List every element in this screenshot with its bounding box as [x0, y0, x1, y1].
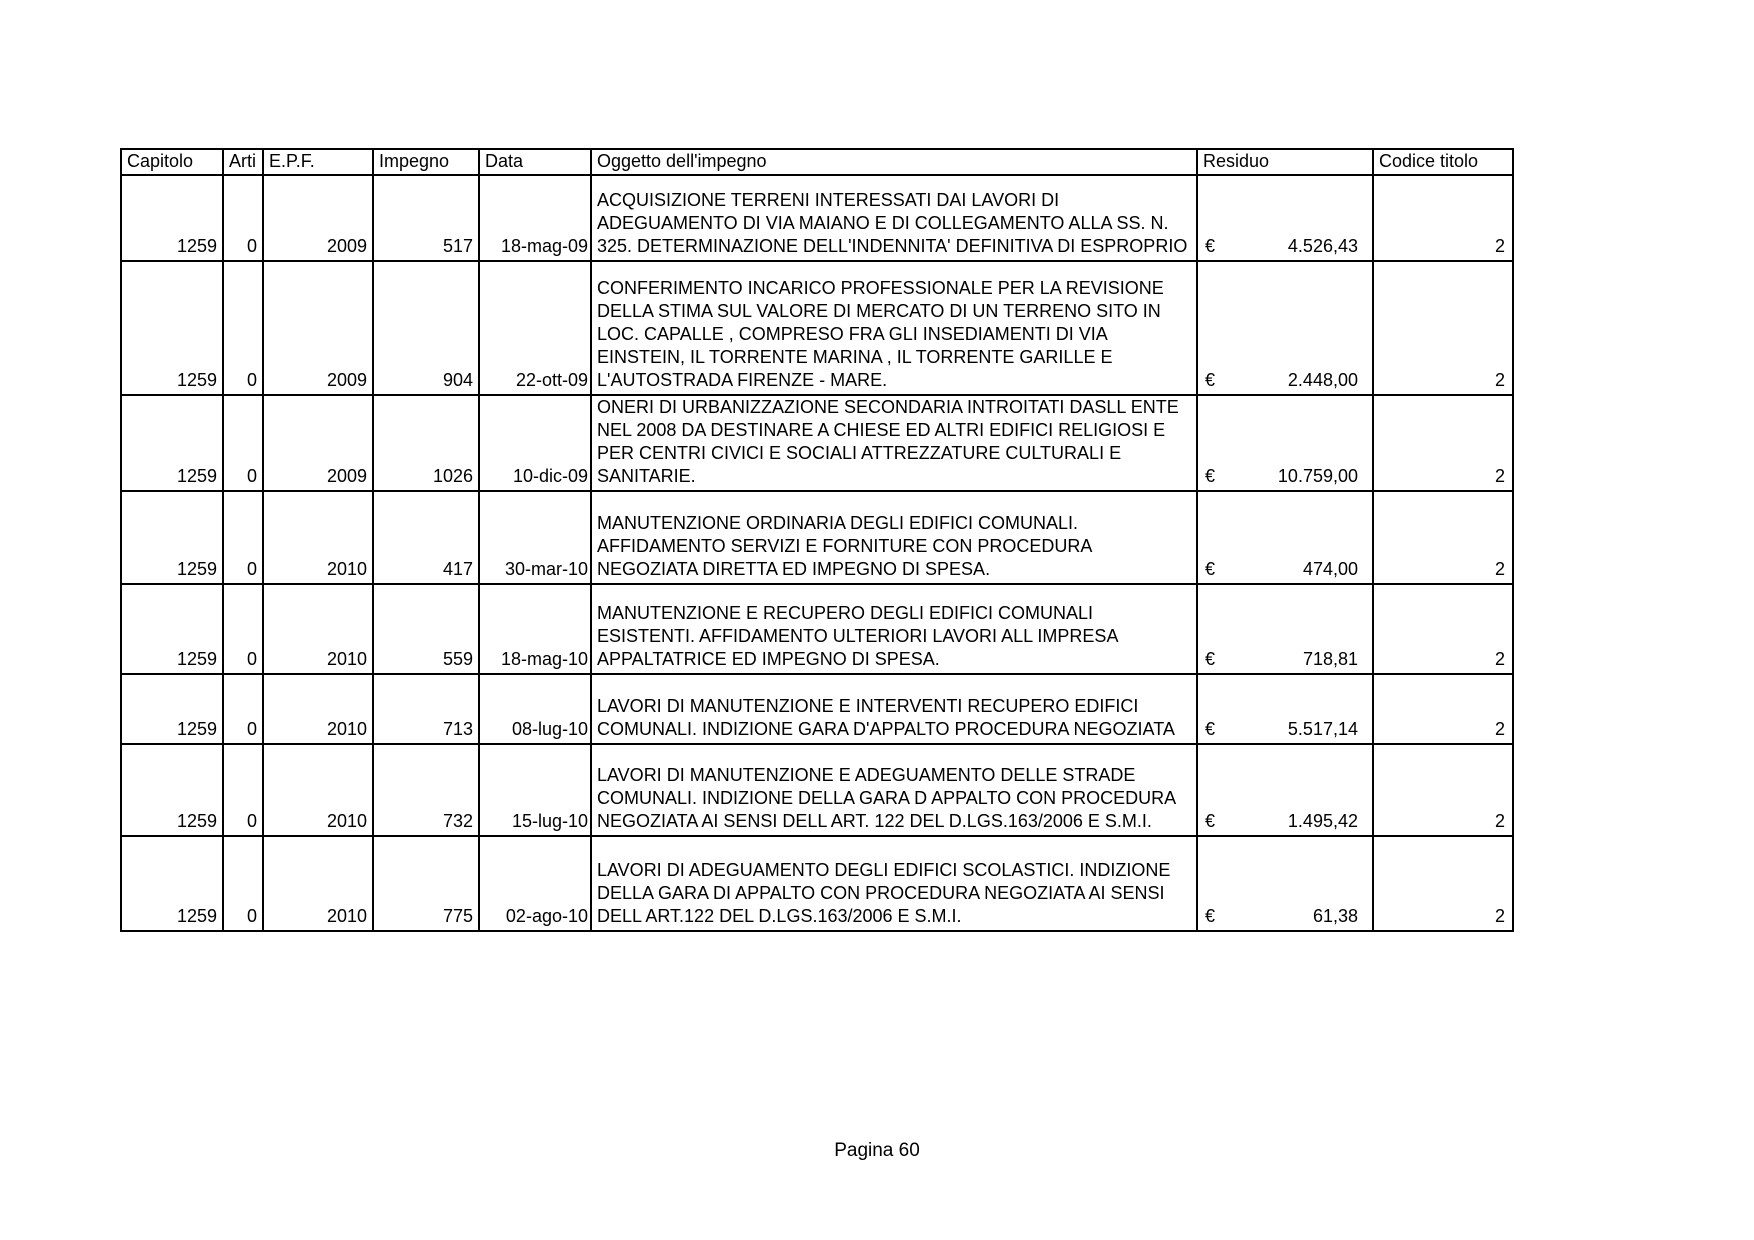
cell-capitolo: 1259	[121, 261, 223, 395]
cell-capitolo: 1259	[121, 395, 223, 491]
cell-articolo: 0	[223, 491, 263, 584]
residuo-amount: 718,81	[1302, 649, 1358, 669]
table-row	[121, 584, 1513, 674]
cell-residuo	[1197, 836, 1373, 931]
cell-epf: 2010	[263, 584, 373, 674]
cell-capitolo: 1259	[121, 584, 223, 674]
residuo-amount: 474,00	[1302, 559, 1358, 579]
residuo-amount: 2.448,00	[1287, 370, 1358, 390]
header-data: Data	[479, 149, 591, 175]
residuo-amount: 1.495,42	[1287, 811, 1358, 831]
cell-data: 18-mag-09	[479, 175, 591, 261]
header-epf: E.P.F.	[263, 149, 373, 175]
cell-capitolo: 1259	[121, 175, 223, 261]
cell-articolo: 0	[223, 674, 263, 744]
currency-symbol: €	[1205, 649, 1216, 669]
currency-symbol: €	[1205, 906, 1216, 926]
cell-data: 10-dic-09	[479, 395, 591, 491]
cell-residuo	[1197, 175, 1373, 261]
cell-data: 02-ago-10	[479, 836, 591, 931]
cell-data: 22-ott-09	[479, 261, 591, 395]
cell-oggetto: MANUTENZIONE E RECUPERO DEGLI EDIFICI COMUNALI ESISTENTI. AFFIDAMENTO ULTERIORI LAVORI ALL IMPRESA APPALTATRICE ED IMPEGNO DI SPESA.	[591, 584, 1197, 674]
cell-capitolo: 1259	[121, 744, 223, 836]
cell-data: 08-lug-10	[479, 674, 591, 744]
header-capitolo: Capitolo	[121, 149, 223, 175]
table-row	[121, 395, 1513, 491]
cell-impegno: 517	[373, 175, 479, 261]
cell-impegno: 904	[373, 261, 479, 395]
cell-residuo	[1197, 584, 1373, 674]
cell-oggetto: LAVORI DI MANUTENZIONE E ADEGUAMENTO DELLE STRADE COMUNALI. INDIZIONE DELLA GARA D APPALTO CON PROCEDURA NEGOZIATA AI SENSI DELL ART. 122 DEL D.LGS.163/2006 E S.M.I.	[591, 744, 1197, 836]
cell-epf: 2010	[263, 836, 373, 931]
cell-impegno: 713	[373, 674, 479, 744]
cell-epf: 2010	[263, 674, 373, 744]
cell-impegno: 775	[373, 836, 479, 931]
cell-residuo	[1197, 491, 1373, 584]
cell-epf: 2009	[263, 261, 373, 395]
cell-impegno: 417	[373, 491, 479, 584]
header-codice-titolo: Codice titolo	[1373, 149, 1513, 175]
cell-codice-titolo: 2	[1373, 744, 1513, 836]
cell-oggetto: ONERI DI URBANIZZAZIONE SECONDARIA INTROITATI DASLL ENTE NEL 2008 DA DESTINARE A CHIESE ED ALTRI EDIFICI RELIGIOSI E PER CENTRI CIVICI E SOCIALI ATTREZZATURE CULTURALI E SANITARIE.	[591, 395, 1197, 491]
cell-oggetto: LAVORI DI MANUTENZIONE E INTERVENTI RECUPERO EDIFICI COMUNALI. INDIZIONE GARA D'APPALTO PROCEDURA NEGOZIATA	[591, 674, 1197, 744]
cell-articolo: 0	[223, 584, 263, 674]
cell-capitolo: 1259	[121, 491, 223, 584]
cell-data: 15-lug-10	[479, 744, 591, 836]
residuo-amount: 61,38	[1312, 906, 1358, 926]
table-row	[121, 744, 1513, 836]
cell-articolo: 0	[223, 261, 263, 395]
table-row	[121, 175, 1513, 261]
cell-codice-titolo: 2	[1373, 584, 1513, 674]
currency-symbol: €	[1205, 236, 1216, 256]
cell-residuo	[1197, 744, 1373, 836]
cell-epf: 2009	[263, 395, 373, 491]
cell-codice-titolo: 2	[1373, 836, 1513, 931]
table-row	[121, 491, 1513, 584]
currency-symbol: €	[1205, 559, 1216, 579]
currency-symbol: €	[1205, 719, 1216, 739]
cell-oggetto: ACQUISIZIONE TERRENI INTERESSATI DAI LAVORI DI ADEGUAMENTO DI VIA MAIANO E DI COLLEGAMENTO ALLA SS. N. 325. DETERMINAZIONE DELL'INDENNITA' DEFINITIVA DI ESPROPRIO	[591, 175, 1197, 261]
table-header-row	[121, 149, 1513, 175]
cell-epf: 2010	[263, 744, 373, 836]
cell-codice-titolo: 2	[1373, 491, 1513, 584]
cell-capitolo: 1259	[121, 836, 223, 931]
currency-symbol: €	[1205, 811, 1216, 831]
cell-articolo: 0	[223, 744, 263, 836]
cell-impegno: 559	[373, 584, 479, 674]
cell-codice-titolo: 2	[1373, 395, 1513, 491]
cell-codice-titolo: 2	[1373, 175, 1513, 261]
header-oggetto: Oggetto dell'impegno	[591, 149, 1197, 175]
cell-codice-titolo: 2	[1373, 261, 1513, 395]
residuo-amount: 4.526,43	[1287, 236, 1358, 256]
cell-epf: 2009	[263, 175, 373, 261]
header-residuo: Residuo	[1197, 149, 1373, 175]
currency-symbol: €	[1205, 466, 1216, 486]
residuo-amount: 10.759,00	[1277, 466, 1358, 486]
cell-articolo: 0	[223, 836, 263, 931]
cell-oggetto: CONFERIMENTO INCARICO PROFESSIONALE PER LA REVISIONE DELLA STIMA SUL VALORE DI MERCATO DI UN TERRENO SITO IN LOC. CAPALLE , COMPRESO FRA GLI INSEDIAMENTI DI VIA EINSTEIN, IL TORRENTE MARINA , IL TORRENTE GARILLE E L'AUTOSTRADA FIRENZE - MARE.	[591, 261, 1197, 395]
currency-symbol: €	[1205, 370, 1216, 390]
cell-articolo: 0	[223, 175, 263, 261]
cell-residuo	[1197, 674, 1373, 744]
cell-impegno: 732	[373, 744, 479, 836]
impegni-table	[120, 148, 1514, 932]
residuo-amount: 5.517,14	[1287, 719, 1358, 739]
cell-codice-titolo: 2	[1373, 674, 1513, 744]
table-row	[121, 674, 1513, 744]
cell-residuo	[1197, 261, 1373, 395]
cell-residuo	[1197, 395, 1373, 491]
cell-epf: 2010	[263, 491, 373, 584]
cell-oggetto: MANUTENZIONE ORDINARIA DEGLI EDIFICI COMUNALI. AFFIDAMENTO SERVIZI E FORNITURE CON PROCEDURA NEGOZIATA DIRETTA ED IMPEGNO DI SPESA.	[591, 491, 1197, 584]
page-number: Pagina 60	[834, 1140, 920, 1161]
table-row	[121, 261, 1513, 395]
table-row	[121, 836, 1513, 931]
cell-articolo: 0	[223, 395, 263, 491]
header-impegno: Impegno	[373, 149, 479, 175]
cell-impegno: 1026	[373, 395, 479, 491]
cell-oggetto: LAVORI DI ADEGUAMENTO DEGLI EDIFICI SCOLASTICI. INDIZIONE DELLA GARA DI APPALTO CON PROCEDURA NEGOZIATA AI SENSI DELL ART.122 DEL D.LGS.163/2006 E S.M.I.	[591, 836, 1197, 931]
cell-data: 18-mag-10	[479, 584, 591, 674]
cell-data: 30-mar-10	[479, 491, 591, 584]
cell-capitolo: 1259	[121, 674, 223, 744]
header-articolo: Arti	[223, 149, 263, 175]
